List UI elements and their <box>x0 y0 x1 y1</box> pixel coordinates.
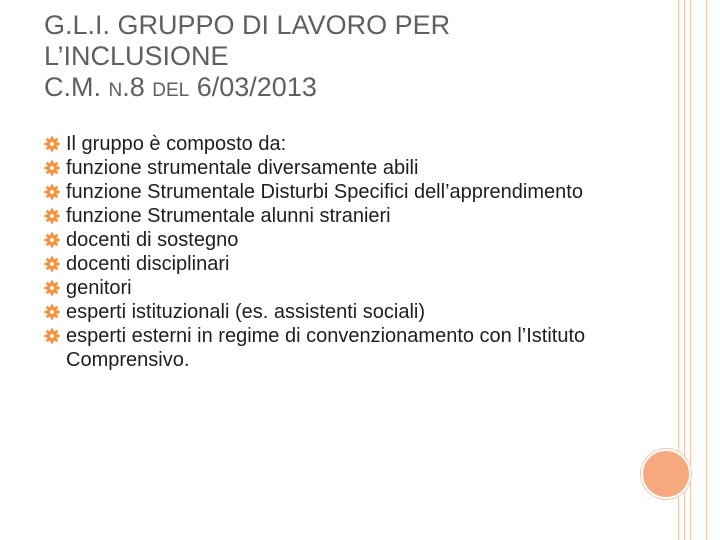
gear-icon <box>44 160 60 176</box>
list-item <box>44 180 644 204</box>
decorative-vertical-line <box>690 0 691 540</box>
bullet-list <box>44 132 644 372</box>
title-n: N <box>108 80 123 101</box>
decorative-vertical-line <box>706 0 707 540</box>
gear-icon <box>44 304 60 320</box>
list-item-text: docenti di sostegno <box>66 229 239 251</box>
list-item-text: Il gruppo è composto da: <box>66 133 287 155</box>
list-item-text: genitori <box>66 277 132 299</box>
list-item-text: funzione Strumentale Disturbi Specifici dell’apprendimento <box>66 181 583 203</box>
gear-icon <box>44 280 60 296</box>
gear-icon <box>44 232 60 248</box>
list-item-text: esperti esterni in regime di convenzionamento con l’Istituto Comprensivo. <box>66 325 586 371</box>
list-item <box>44 204 644 228</box>
title-number: .8 <box>122 72 153 102</box>
title-line-1: G.L.I. GRUPPO DI LAVORO PER <box>44 10 451 40</box>
list-item <box>44 324 644 372</box>
gear-icon <box>44 136 60 152</box>
list-item-text: docenti disciplinari <box>66 253 230 275</box>
list-item <box>44 276 644 300</box>
gear-icon <box>44 256 60 272</box>
gear-icon <box>44 208 60 224</box>
decorative-circle <box>641 449 691 499</box>
list-item <box>44 252 644 276</box>
title-date: 6/03/2013 <box>189 72 317 102</box>
title-cm: C.M. <box>44 72 109 102</box>
list-item-text: esperti istituzionali (es. assistenti sociali) <box>66 301 426 323</box>
list-item-text: funzione strumentale diversamente abili <box>66 157 419 179</box>
list-item <box>44 156 644 180</box>
title-line-3 <box>44 72 644 106</box>
gear-icon <box>44 328 60 344</box>
list-item <box>44 300 644 324</box>
list-item <box>44 132 644 156</box>
title-line-2: L’INCLUSIONE <box>44 41 229 71</box>
list-item <box>44 228 644 252</box>
gear-icon <box>44 184 60 200</box>
title-del: DEL <box>152 80 190 101</box>
slide-title <box>44 10 644 106</box>
list-item-text: funzione Strumentale alunni stranieri <box>66 205 391 227</box>
